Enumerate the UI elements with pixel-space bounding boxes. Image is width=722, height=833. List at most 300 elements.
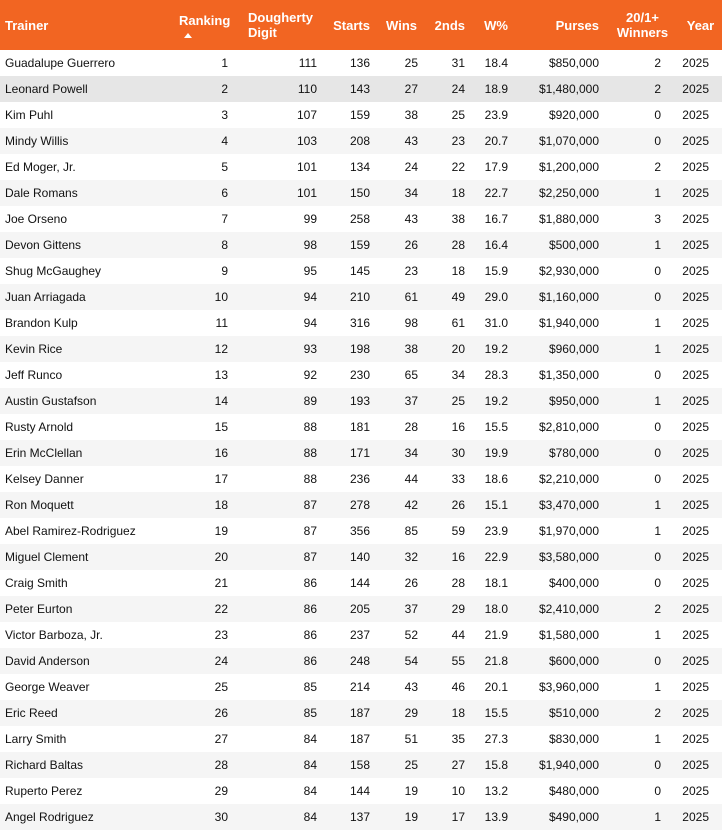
cell-win-percent: 19.9 xyxy=(484,446,508,460)
cell-starts: 159 xyxy=(349,238,370,252)
cell-year: 2025 xyxy=(682,238,709,252)
cell-win-percent: 20.1 xyxy=(484,680,508,694)
cell-purses: $500,000 xyxy=(548,238,599,252)
cell-trainer: Kelsey Danner xyxy=(5,472,84,486)
cell-seconds: 35 xyxy=(451,732,465,746)
cell-wins: 61 xyxy=(404,290,418,304)
starts-header-label: Starts xyxy=(333,17,370,33)
cell-longshot-winners: 0 xyxy=(654,446,661,460)
column-header-starts[interactable] xyxy=(323,0,377,50)
table-row[interactable] xyxy=(0,596,722,622)
cell-ranking: 18 xyxy=(214,498,228,512)
cell-starts: 181 xyxy=(349,420,370,434)
cell-starts: 136 xyxy=(349,56,370,70)
cell-starts: 258 xyxy=(349,212,370,226)
cell-purses: $1,940,000 xyxy=(538,316,599,330)
cell-starts: 159 xyxy=(349,108,370,122)
cell-dougherty-digit: 92 xyxy=(303,368,317,382)
cell-ranking: 17 xyxy=(214,472,228,486)
cell-wins: 19 xyxy=(404,784,418,798)
cell-starts: 134 xyxy=(349,160,370,174)
cell-longshot-winners: 0 xyxy=(654,134,661,148)
cell-year: 2025 xyxy=(682,212,709,226)
cell-dougherty-digit: 86 xyxy=(303,602,317,616)
cell-win-percent: 17.9 xyxy=(484,160,508,174)
cell-win-percent: 15.5 xyxy=(484,420,508,434)
cell-starts: 137 xyxy=(349,810,370,824)
cell-win-percent: 29.0 xyxy=(484,290,508,304)
cell-dougherty-digit: 88 xyxy=(303,472,317,486)
cell-wins: 32 xyxy=(404,550,418,564)
cell-year: 2025 xyxy=(682,108,709,122)
cell-seconds: 18 xyxy=(451,706,465,720)
cell-year: 2025 xyxy=(682,342,709,356)
column-header-year[interactable] xyxy=(679,0,722,50)
cell-wins: 28 xyxy=(404,420,418,434)
cell-longshot-winners: 2 xyxy=(654,160,661,174)
cell-longshot-winners: 1 xyxy=(654,186,661,200)
table-row[interactable] xyxy=(0,778,722,804)
cell-longshot-winners: 0 xyxy=(654,420,661,434)
cell-win-percent: 18.6 xyxy=(484,472,508,486)
cell-year: 2025 xyxy=(682,56,709,70)
cell-starts: 193 xyxy=(349,394,370,408)
table-row[interactable] xyxy=(0,492,722,518)
cell-longshot-winners: 0 xyxy=(654,472,661,486)
cell-ranking: 14 xyxy=(214,394,228,408)
cell-ranking: 9 xyxy=(221,264,228,278)
table-row[interactable] xyxy=(0,804,722,830)
cell-trainer: George Weaver xyxy=(5,680,90,694)
column-header-dougherty-digit[interactable] xyxy=(242,0,323,50)
table-row[interactable] xyxy=(0,726,722,752)
cell-win-percent: 23.9 xyxy=(484,524,508,538)
cell-purses: $830,000 xyxy=(548,732,599,746)
cell-seconds: 29 xyxy=(451,602,465,616)
cell-win-percent: 19.2 xyxy=(484,342,508,356)
cell-dougherty-digit: 85 xyxy=(303,680,317,694)
cell-win-percent: 15.8 xyxy=(484,758,508,772)
cell-seconds: 27 xyxy=(451,758,465,772)
cell-purses: $1,070,000 xyxy=(538,134,599,148)
cell-trainer: Erin McClellan xyxy=(5,446,83,460)
cell-seconds: 55 xyxy=(451,654,465,668)
cell-seconds: 38 xyxy=(451,212,465,226)
cell-ranking: 20 xyxy=(214,550,228,564)
cell-starts: 237 xyxy=(349,628,370,642)
cell-seconds: 18 xyxy=(451,264,465,278)
cell-ranking: 28 xyxy=(214,758,228,772)
cell-dougherty-digit: 93 xyxy=(303,342,317,356)
cell-purses: $780,000 xyxy=(548,446,599,460)
cell-win-percent: 13.2 xyxy=(484,784,508,798)
cell-seconds: 23 xyxy=(451,134,465,148)
table-row[interactable] xyxy=(0,414,722,440)
cell-wins: 29 xyxy=(404,706,418,720)
cell-purses: $1,970,000 xyxy=(538,524,599,538)
cell-ranking: 7 xyxy=(221,212,228,226)
cell-starts: 145 xyxy=(349,264,370,278)
cell-trainer: Devon Gittens xyxy=(5,238,82,252)
cell-seconds: 18 xyxy=(451,186,465,200)
cell-year: 2025 xyxy=(682,602,709,616)
cell-seconds: 26 xyxy=(451,498,465,512)
cell-ranking: 22 xyxy=(214,602,228,616)
table-body xyxy=(0,50,722,830)
table-row[interactable] xyxy=(0,336,722,362)
cell-year: 2025 xyxy=(682,706,709,720)
cell-win-percent: 31.0 xyxy=(484,316,508,330)
cell-starts: 144 xyxy=(349,784,370,798)
cell-longshot-winners: 1 xyxy=(654,524,661,538)
cell-win-percent: 18.9 xyxy=(484,82,508,96)
table-row[interactable] xyxy=(0,50,722,76)
cell-starts: 230 xyxy=(349,368,370,382)
cell-starts: 187 xyxy=(349,706,370,720)
cell-dougherty-digit: 98 xyxy=(303,238,317,252)
cell-purses: $950,000 xyxy=(548,394,599,408)
cell-year: 2025 xyxy=(682,576,709,590)
cell-wins: 38 xyxy=(404,342,418,356)
cell-seconds: 59 xyxy=(451,524,465,538)
cell-purses: $3,580,000 xyxy=(538,550,599,564)
cell-starts: 140 xyxy=(349,550,370,564)
cell-longshot-winners: 0 xyxy=(654,290,661,304)
cell-starts: 278 xyxy=(349,498,370,512)
cell-purses: $480,000 xyxy=(548,784,599,798)
table-row[interactable] xyxy=(0,258,722,284)
cell-purses: $3,470,000 xyxy=(538,498,599,512)
cell-starts: 144 xyxy=(349,576,370,590)
cell-dougherty-digit: 88 xyxy=(303,446,317,460)
cell-wins: 43 xyxy=(404,680,418,694)
cell-trainer: Kevin Rice xyxy=(5,342,63,356)
cell-purses: $1,160,000 xyxy=(538,290,599,304)
table-row[interactable] xyxy=(0,544,722,570)
longshot-header-line1: 20/1+ xyxy=(626,10,659,25)
cell-year: 2025 xyxy=(682,160,709,174)
digit-header-line1: Dougherty xyxy=(248,10,313,25)
cell-seconds: 34 xyxy=(451,368,465,382)
cell-year: 2025 xyxy=(682,758,709,772)
cell-starts: 198 xyxy=(349,342,370,356)
cell-longshot-winners: 2 xyxy=(654,706,661,720)
cell-purses: $2,810,000 xyxy=(538,420,599,434)
cell-wins: 42 xyxy=(404,498,418,512)
cell-year: 2025 xyxy=(682,264,709,278)
cell-purses: $2,210,000 xyxy=(538,472,599,486)
year-header-label: Year xyxy=(686,17,715,33)
cell-wins: 38 xyxy=(404,108,418,122)
cell-dougherty-digit: 101 xyxy=(296,186,317,200)
cell-purses: $2,250,000 xyxy=(538,186,599,200)
table-row[interactable] xyxy=(0,206,722,232)
cell-wins: 26 xyxy=(404,576,418,590)
cell-starts: 205 xyxy=(349,602,370,616)
cell-wins: 37 xyxy=(404,394,418,408)
cell-year: 2025 xyxy=(682,498,709,512)
table-row[interactable] xyxy=(0,362,722,388)
cell-seconds: 22 xyxy=(451,160,465,174)
cell-win-percent: 22.7 xyxy=(484,186,508,200)
column-header-ranking[interactable] xyxy=(173,0,242,50)
cell-wins: 65 xyxy=(404,368,418,382)
cell-year: 2025 xyxy=(682,732,709,746)
table-row[interactable] xyxy=(0,128,722,154)
cell-win-percent: 28.3 xyxy=(484,368,508,382)
cell-year: 2025 xyxy=(682,420,709,434)
ranking-header-label: Ranking xyxy=(179,12,231,28)
cell-ranking: 3 xyxy=(221,108,228,122)
cell-ranking: 26 xyxy=(214,706,228,720)
cell-wins: 37 xyxy=(404,602,418,616)
cell-ranking: 15 xyxy=(214,420,228,434)
cell-year: 2025 xyxy=(682,394,709,408)
cell-year: 2025 xyxy=(682,134,709,148)
cell-trainer: Guadalupe Guerrero xyxy=(5,56,116,70)
cell-ranking: 11 xyxy=(215,316,228,330)
column-header-wins[interactable] xyxy=(377,0,424,50)
cell-seconds: 25 xyxy=(451,394,465,408)
cell-trainer: Eric Reed xyxy=(5,706,58,720)
cell-purses: $1,200,000 xyxy=(538,160,599,174)
cell-ranking: 4 xyxy=(221,134,228,148)
cell-year: 2025 xyxy=(682,550,709,564)
cell-trainer: Ed Moger, Jr. xyxy=(5,160,76,174)
cell-wins: 25 xyxy=(404,56,418,70)
cell-win-percent: 18.4 xyxy=(484,56,508,70)
cell-longshot-winners: 1 xyxy=(654,732,661,746)
wins-header-label: Wins xyxy=(386,17,417,33)
cell-ranking: 6 xyxy=(221,186,228,200)
cell-trainer: Larry Smith xyxy=(5,732,67,746)
cell-trainer: Craig Smith xyxy=(5,576,68,590)
cell-trainer: Ron Moquett xyxy=(5,498,74,512)
cell-dougherty-digit: 87 xyxy=(303,498,317,512)
column-header-purses[interactable] xyxy=(515,0,606,50)
cell-purses: $3,960,000 xyxy=(538,680,599,694)
cell-longshot-winners: 0 xyxy=(654,108,661,122)
cell-dougherty-digit: 101 xyxy=(296,160,317,174)
cell-starts: 187 xyxy=(349,732,370,746)
cell-longshot-winners: 1 xyxy=(654,316,661,330)
cell-purses: $850,000 xyxy=(548,56,599,70)
cell-year: 2025 xyxy=(682,186,709,200)
column-header-trainer[interactable] xyxy=(0,0,173,50)
cell-year: 2025 xyxy=(682,472,709,486)
cell-dougherty-digit: 110 xyxy=(297,82,317,96)
cell-wins: 25 xyxy=(404,758,418,772)
cell-purses: $400,000 xyxy=(548,576,599,590)
cell-wins: 85 xyxy=(404,524,418,538)
cell-dougherty-digit: 84 xyxy=(303,810,317,824)
cell-trainer: Rusty Arnold xyxy=(5,420,74,434)
cell-dougherty-digit: 86 xyxy=(303,654,317,668)
table-row[interactable] xyxy=(0,648,722,674)
cell-longshot-winners: 1 xyxy=(654,342,661,356)
column-header-win-percent[interactable] xyxy=(472,0,515,50)
cell-win-percent: 20.7 xyxy=(484,134,508,148)
cell-purses: $490,000 xyxy=(548,810,599,824)
cell-starts: 210 xyxy=(349,290,370,304)
cell-purses: $960,000 xyxy=(548,342,599,356)
cell-ranking: 10 xyxy=(214,290,228,304)
cell-wins: 34 xyxy=(404,446,418,460)
cell-seconds: 28 xyxy=(451,238,465,252)
cell-purses: $2,930,000 xyxy=(538,264,599,278)
cell-win-percent: 21.8 xyxy=(484,654,508,668)
cell-longshot-winners: 2 xyxy=(654,602,661,616)
cell-ranking: 25 xyxy=(214,680,228,694)
cell-win-percent: 18.1 xyxy=(484,576,508,590)
table-row[interactable] xyxy=(0,700,722,726)
cell-trainer: Kim Puhl xyxy=(5,108,54,122)
cell-longshot-winners: 0 xyxy=(654,368,661,382)
table-row[interactable] xyxy=(0,388,722,414)
cell-win-percent: 18.0 xyxy=(484,602,508,616)
cell-dougherty-digit: 107 xyxy=(296,108,317,122)
cell-seconds: 33 xyxy=(451,472,465,486)
cell-longshot-winners: 1 xyxy=(654,810,661,824)
cell-seconds: 16 xyxy=(451,550,465,564)
cell-dougherty-digit: 84 xyxy=(303,784,317,798)
table-row[interactable] xyxy=(0,284,722,310)
cell-year: 2025 xyxy=(682,368,709,382)
cell-longshot-winners: 1 xyxy=(654,498,661,512)
sort-ascending-icon xyxy=(184,33,192,38)
cell-win-percent: 13.9 xyxy=(484,810,508,824)
cell-win-percent: 15.9 xyxy=(484,264,508,278)
cell-starts: 214 xyxy=(349,680,370,694)
table-row[interactable] xyxy=(0,752,722,778)
cell-trainer: Abel Ramirez-Rodriguez xyxy=(5,524,136,538)
cell-year: 2025 xyxy=(682,82,709,96)
cell-longshot-winners: 2 xyxy=(654,82,661,96)
cell-win-percent: 15.1 xyxy=(484,498,508,512)
header-row xyxy=(0,0,722,50)
cell-longshot-winners: 3 xyxy=(654,212,661,226)
cell-purses: $2,410,000 xyxy=(538,602,599,616)
table-row[interactable] xyxy=(0,518,722,544)
cell-purses: $1,880,000 xyxy=(538,212,599,226)
cell-dougherty-digit: 94 xyxy=(303,316,317,330)
digit-header-line2: Digit xyxy=(248,25,277,40)
cell-trainer: David Anderson xyxy=(5,654,90,668)
cell-seconds: 61 xyxy=(451,316,465,330)
cell-ranking: 30 xyxy=(214,810,228,824)
cell-wins: 44 xyxy=(404,472,418,486)
table-row[interactable] xyxy=(0,674,722,700)
table-row[interactable] xyxy=(0,76,722,102)
cell-ranking: 1 xyxy=(221,56,228,70)
cell-ranking: 12 xyxy=(214,342,228,356)
cell-starts: 316 xyxy=(349,316,370,330)
cell-seconds: 28 xyxy=(451,576,465,590)
cell-wins: 24 xyxy=(404,160,418,174)
cell-seconds: 25 xyxy=(451,108,465,122)
cell-year: 2025 xyxy=(682,784,709,798)
cell-dougherty-digit: 111 xyxy=(298,56,317,70)
cell-longshot-winners: 0 xyxy=(654,784,661,798)
cell-purses: $1,580,000 xyxy=(538,628,599,642)
cell-win-percent: 21.9 xyxy=(484,628,508,642)
cell-trainer: Austin Gustafson xyxy=(5,394,97,408)
column-header-longshot-winners[interactable] xyxy=(606,0,679,50)
cell-trainer: Mindy Willis xyxy=(5,134,69,148)
cell-longshot-winners: 2 xyxy=(654,56,661,70)
cell-trainer: Peter Eurton xyxy=(5,602,73,616)
cell-dougherty-digit: 95 xyxy=(303,264,317,278)
cell-purses: $510,000 xyxy=(548,706,599,720)
cell-starts: 150 xyxy=(349,186,370,200)
cell-win-percent: 16.4 xyxy=(484,238,508,252)
cell-trainer: Juan Arriagada xyxy=(5,290,86,304)
cell-wins: 27 xyxy=(404,82,418,96)
cell-dougherty-digit: 94 xyxy=(303,290,317,304)
cell-starts: 171 xyxy=(349,446,370,460)
cell-win-percent: 16.7 xyxy=(484,212,508,226)
cell-dougherty-digit: 87 xyxy=(303,550,317,564)
cell-dougherty-digit: 84 xyxy=(303,732,317,746)
cell-win-percent: 23.9 xyxy=(484,108,508,122)
cell-seconds: 17 xyxy=(451,810,465,824)
cell-wins: 98 xyxy=(404,316,418,330)
cell-longshot-winners: 1 xyxy=(654,394,661,408)
longshot-header-line2: Winners xyxy=(616,25,669,40)
cell-ranking: 5 xyxy=(221,160,228,174)
cell-purses: $920,000 xyxy=(548,108,599,122)
cell-dougherty-digit: 86 xyxy=(303,576,317,590)
cell-starts: 356 xyxy=(349,524,370,538)
cell-longshot-winners: 0 xyxy=(654,758,661,772)
cell-year: 2025 xyxy=(682,446,709,460)
table-row[interactable] xyxy=(0,180,722,206)
cell-seconds: 44 xyxy=(451,628,465,642)
table-row[interactable] xyxy=(0,310,722,336)
table-row[interactable] xyxy=(0,232,722,258)
seconds-header-label: 2nds xyxy=(434,17,465,33)
cell-seconds: 31 xyxy=(451,56,465,70)
cell-purses: $600,000 xyxy=(548,654,599,668)
cell-trainer: Leonard Powell xyxy=(5,82,88,96)
cell-seconds: 46 xyxy=(451,680,465,694)
cell-wins: 43 xyxy=(404,134,418,148)
cell-year: 2025 xyxy=(682,654,709,668)
table-row[interactable] xyxy=(0,570,722,596)
table-row[interactable] xyxy=(0,102,722,128)
table-row[interactable] xyxy=(0,622,722,648)
cell-ranking: 13 xyxy=(214,368,228,382)
cell-seconds: 10 xyxy=(451,784,465,798)
table-row[interactable] xyxy=(0,154,722,180)
column-header-seconds[interactable] xyxy=(424,0,472,50)
cell-year: 2025 xyxy=(682,628,709,642)
cell-win-percent: 22.9 xyxy=(484,550,508,564)
cell-dougherty-digit: 87 xyxy=(303,524,317,538)
cell-seconds: 49 xyxy=(451,290,465,304)
table-row[interactable] xyxy=(0,466,722,492)
cell-wins: 54 xyxy=(404,654,418,668)
cell-wins: 51 xyxy=(404,732,418,746)
cell-wins: 19 xyxy=(404,810,418,824)
trainer-header-label: Trainer xyxy=(5,17,49,33)
cell-longshot-winners: 0 xyxy=(654,550,661,564)
cell-longshot-winners: 1 xyxy=(654,680,661,694)
cell-longshot-winners: 0 xyxy=(654,654,661,668)
cell-starts: 158 xyxy=(349,758,370,772)
table-row[interactable] xyxy=(0,440,722,466)
cell-longshot-winners: 0 xyxy=(654,264,661,278)
